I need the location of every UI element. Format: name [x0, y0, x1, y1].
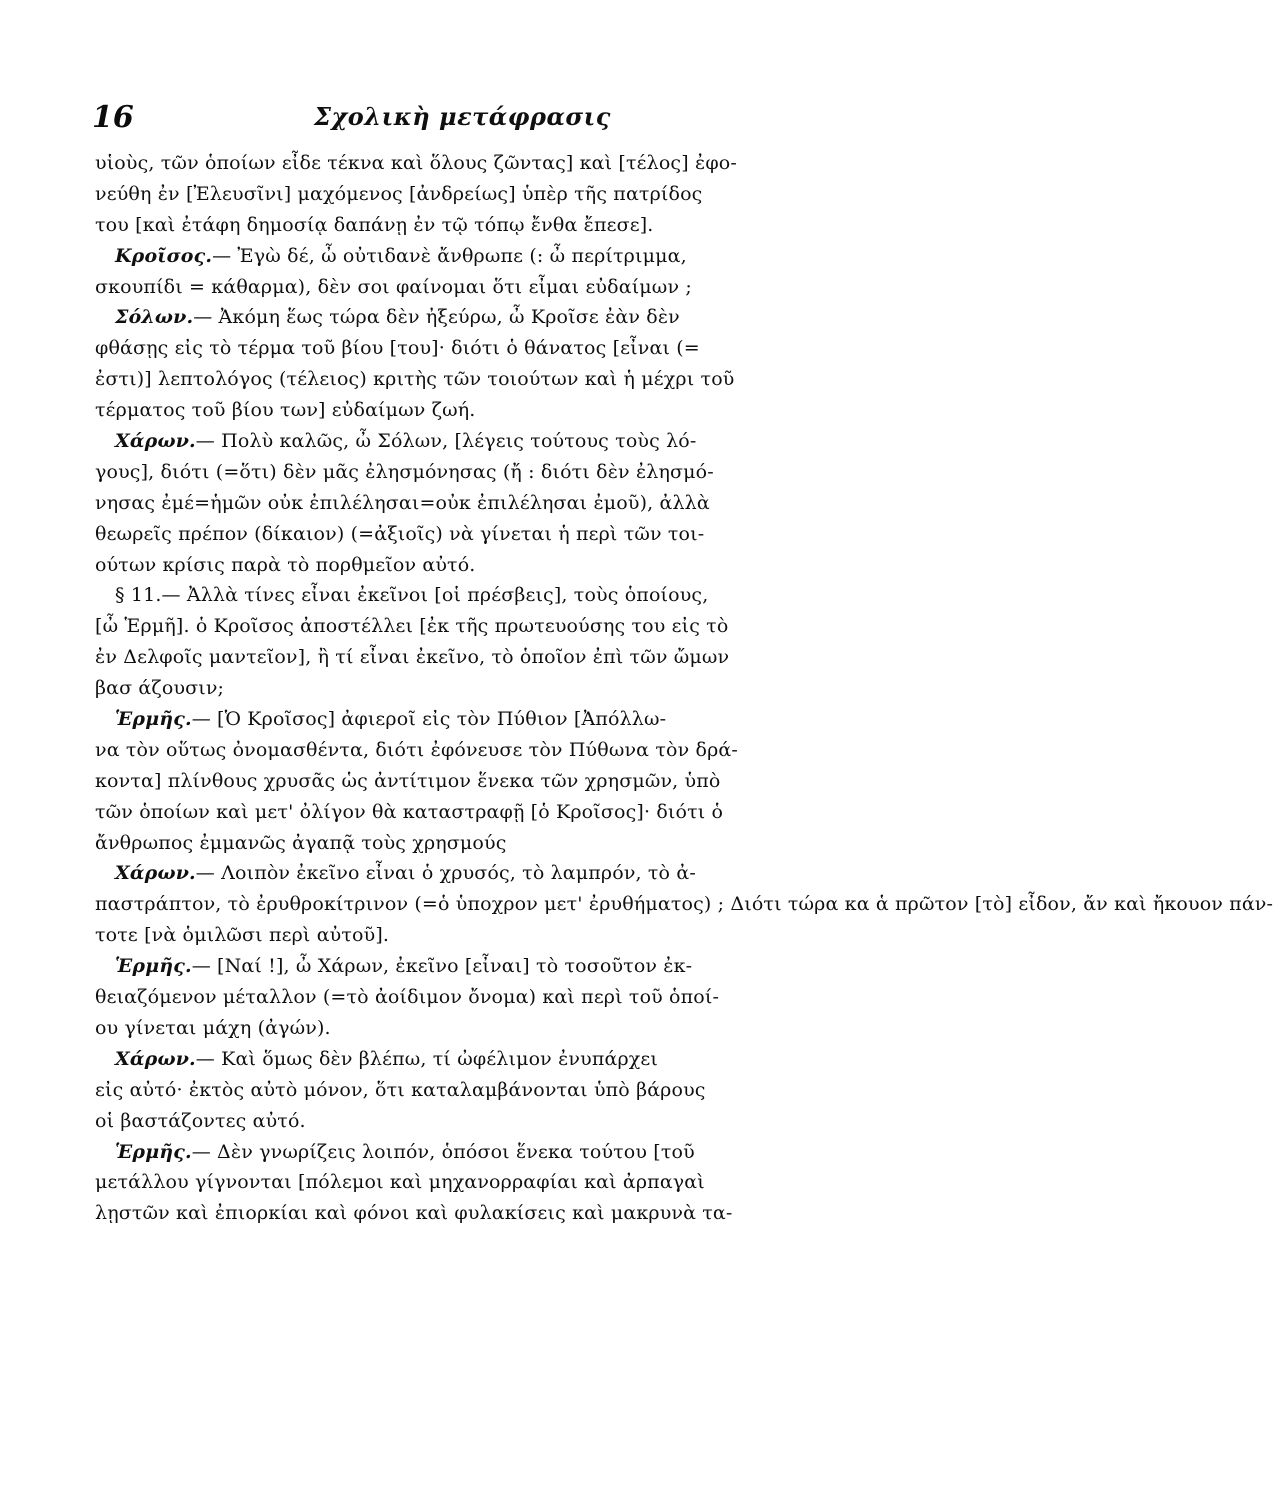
line-text: του [καὶ ἐτάφη δημοσίᾳ δαπάνῃ ἐν τῷ τόπῳ ἔνθα ἔπεσε]. — [95, 213, 654, 236]
line-text: οἱ βαστάζοντες αὐτό. — [95, 1109, 306, 1132]
line-text: ἐν Δελφοῖς μαντεῖον], ἢ τί εἶναι ἐκεῖνο, τὸ ὁποῖον ἐπὶ τῶν ὤμων — [95, 646, 730, 669]
line-text: ου γίνεται μάχη (ἀγών). — [95, 1016, 331, 1039]
page-header — [92, 100, 832, 140]
text-line — [95, 302, 835, 333]
speaker-name: Χάρων. — [115, 1047, 196, 1070]
text-line — [95, 241, 835, 272]
line-text: νησας ἐμέ=ἡμῶν οὐκ ἐπιλέλησαι=οὐκ ἐπιλέλησαι ἐμοῦ), ἀλλὰ — [95, 491, 710, 514]
speaker-name: Χάρων. — [115, 862, 196, 885]
text-line — [95, 858, 835, 889]
text-line — [95, 395, 835, 426]
speaker-name: Ἑρμῆς. — [115, 1140, 192, 1163]
page-number: 16 — [92, 100, 134, 135]
line-text: σκουπίδι = κάθαρμα), δὲν σοι φαίνομαι ὅτι εἶμαι εὐδαίμων ; — [95, 275, 692, 298]
speaker-name: Ἑρμῆς. — [115, 708, 192, 731]
line-text: — [Ὁ Κροῖσος] ἀφιεροῖ εἰς τὸν Πύθιον [Ἀπόλλω- — [191, 708, 667, 731]
line-text: φθάσῃς εἰς τὸ τέρμα τοῦ βίου [του]· διότι ὁ θάνατος [εἶναι (= — [95, 337, 700, 360]
line-text: — [Ναί !], ὦ Χάρων, ἐκεῖνο [εἶναι] τὸ τοσοῦτον ἐκ- — [191, 955, 693, 978]
text-line — [95, 488, 835, 519]
text-line — [95, 1137, 835, 1168]
text-line — [95, 1167, 835, 1198]
text-line — [95, 704, 835, 735]
text-line — [95, 642, 835, 673]
line-text: γους], διότι (=ὅτι) δὲν μᾶς ἐλησμόνησας (ἤ : διότι δὲν ἐλησμό- — [95, 460, 714, 483]
text-line — [95, 580, 835, 611]
line-text: τέρματος τοῦ βίου των] εὐδαίμων ζωή. — [95, 399, 476, 422]
text-line — [95, 611, 835, 642]
line-text: υἱοὺς, τῶν ὁποίων εἶδε τέκνα καὶ ὅλους ζῶντας] καὶ [τέλος] ἐφο- — [95, 152, 737, 174]
speaker-name: Σόλων. — [115, 306, 194, 329]
line-text: παστράπτον, τὸ ἐρυθροκίτρινον (=ὁ ὑποχρον μετ' ἐρυθήματος) ; Διότι τώρα κα ἁ πρῶτον [τὸ] εἶδον, ἄν καὶ ἤκουον πάν- — [95, 893, 1273, 916]
text-line — [95, 1106, 835, 1137]
text-line — [95, 210, 835, 241]
text-line — [95, 426, 835, 457]
line-text: νεύθη ἐν [Ἐλευσῖνι] μαχόμενος [ἀνδρείως] ὑπὲρ τῆς πατρίδος — [95, 182, 703, 205]
line-text: μετάλλου γίγνονται [πόλεμοι καὶ μηχανορραφίαι καὶ ἀρπαγαὶ — [95, 1171, 705, 1194]
line-text: τοτε [νὰ ὁμιλῶσι περὶ αὐτοῦ]. — [95, 924, 390, 947]
line-text: θεωρεῖς πρέπον (δίκαιον) (=ἀξιοῖς) νὰ γίνεται ἡ περὶ τῶν τοι- — [95, 522, 705, 545]
line-text: ἐστι)] λεπτολόγος (τέλειος) κριτὴς τῶν τοιούτων καὶ ἡ μέχρι τοῦ — [95, 368, 735, 391]
text-line — [95, 179, 835, 210]
line-text: — Πολὺ καλῶς, ὦ Σόλων, [λέγεις τούτους τοὺς λό- — [195, 430, 697, 453]
speaker-name: Ἑρμῆς. — [115, 955, 192, 978]
line-text: ούτων κρίσις παρὰ τὸ πορθμεῖον αὐτό. — [95, 553, 476, 576]
text-line — [95, 272, 835, 303]
line-text: — Λοιπὸν ἐκεῖνο εἶναι ὁ χρυσός, τὸ λαμπρόν, τὸ ἀ- — [195, 862, 696, 885]
text-line — [95, 828, 835, 859]
speaker-name: Κροῖσος. — [115, 244, 213, 267]
text-line — [95, 951, 835, 982]
text-line — [95, 920, 835, 951]
text-line — [95, 148, 835, 179]
text-line — [95, 1198, 835, 1229]
text-line — [95, 1044, 835, 1075]
text-line — [95, 982, 835, 1013]
text-line — [95, 519, 835, 550]
text-line — [95, 735, 835, 766]
line-text: λῃστῶν καὶ ἐπιορκίαι καὶ φόνοι καὶ φυλακίσεις καὶ μακρυνὰ τα- — [95, 1202, 733, 1225]
line-text: τῶν ὁποίων καὶ μετ' ὀλίγον θὰ καταστραφῇ [ὁ Κροῖσος]· διότι ὁ — [95, 800, 724, 823]
text-line — [95, 1075, 835, 1106]
line-text: εἰς αὐτό· ἐκτὸς αὐτὸ μόνον, ὅτι καταλαμβάνονται ὑπὸ βάρους — [95, 1078, 706, 1101]
text-line — [95, 797, 835, 828]
text-line — [95, 889, 1273, 920]
line-text: [ὦ Ἑρμῆ]. ὁ Κροῖσος ἀποστέλλει [ἐκ τῆς πρωτευούσης του εἰς τὸ — [95, 615, 729, 638]
text-line — [95, 1013, 835, 1044]
line-text: § 11.— Ἀλλὰ τίνες εἶναι ἐκεῖνοι [οἱ πρέσβεις], τοὺς ὁποίους, — [115, 584, 709, 607]
line-text: — Ἐγὼ δέ, ὦ οὐτιδανὲ ἄνθρωπε (: ὦ περίτριμμα, — [212, 244, 687, 267]
line-text: θειαζόμενον μέταλλον (=τὸ ἀοίδιμον ὄνομα) καὶ περὶ τοῦ ὁποί- — [95, 986, 720, 1009]
line-text: — Δὲν γνωρίζεις λοιπόν, ὁπόσοι ἕνεκα τούτου [τοῦ — [191, 1140, 695, 1163]
text-line — [95, 364, 835, 395]
text-line — [95, 766, 835, 797]
body-text — [95, 148, 1273, 1229]
line-text: — Καὶ ὅμως δὲν βλέπω, τί ὠφέλιμον ἐνυπάρχει — [195, 1047, 659, 1070]
line-text: — Ἀκόμη ἕως τώρα δὲν ἠξεύρω, ὦ Κροῖσε ἐὰν δὲν — [193, 306, 680, 329]
text-line — [95, 673, 835, 704]
running-title: Σχολικὴ μετάφρασις — [314, 102, 611, 131]
text-line — [95, 457, 835, 488]
line-text: βασ άζουσιν; — [95, 677, 225, 700]
line-text: να τὸν οὕτως ὀνομασθέντα, διότι ἐφόνευσε τὸν Πύθωνα τὸν δρά- — [95, 738, 738, 761]
text-line — [95, 333, 835, 364]
line-text: κοντα] πλίνθους χρυσᾶς ὡς ἀντίτιμον ἕνεκα τῶν χρησμῶν, ὑπὸ — [95, 769, 721, 792]
speaker-name: Χάρων. — [115, 430, 196, 453]
text-line — [95, 550, 835, 581]
line-text: ἄνθρωπος ἐμμανῶς ἀγαπᾷ τοὺς χρησμούς — [95, 831, 507, 854]
